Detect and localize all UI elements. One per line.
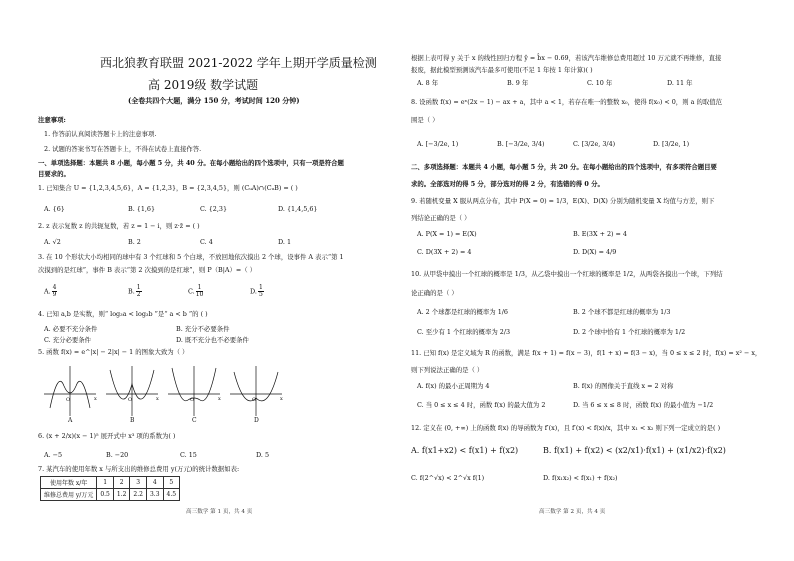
question-4: 4. 已知 a,b 是实数，则“ log₃a < log₃b ”是“ a < b ”的 ( ) [38,310,208,318]
svg-text:x: x [280,396,283,402]
q7-option-d: D. 11 年 [667,79,693,87]
table-cell: 使用年数 x/年 [41,477,97,489]
q10-option-d: D. 2 个球中恰有 1 个红球的概率为 1/2 [573,328,686,336]
notice-2: 2. 试题的答案书写在答题卡上，不得在试卷上直接作答. [44,145,202,153]
question-3-cont: 次摸到的是红球”，事件 B 表示“第 2 次摸到的是红球”，则 P（B|A）=（ ） [38,266,257,274]
question-7: 7. 某汽车的使用年数 x 与所支出的维修总费用 y(万元)的统计数据如表: [38,465,240,473]
q11-option-a: A. f(x) 的最小正周期为 4 [417,382,490,390]
section-1-heading: 一、单项选择题：本题共 8 小题，每小题 5 分，共 40 分。在每小题给出的四个选项中，只有一项是符合题 [38,159,344,167]
q2-option-a: A. √2 [44,238,61,246]
q12-option-d: D. f(x₁x₂) < f(x₁) + f(x₂) [543,474,618,482]
q10-option-a: A. 2 个球都是红球的概率为 1/6 [417,308,508,316]
question-7-cont-2: 报废，据此模型预测该汽车最多可使用(不足 1 年按 1 年计算)( ) [411,66,593,74]
q4-option-b: B. 充分不必要条件 [176,325,230,333]
question-9: 9. 若随机变量 X 服从两点分布，其中 P(X = 0) = 1/3，E(X)、D(X) 分别为随机变量 X 均值与方差，则下 [411,197,715,205]
question-1: 1. 已知集合 U = {1,2,3,4,5,6}，A = {1,2,3}，B = {2,3,4,5}，则 (CᵤA)∩(CᵤB) = ( ) [38,184,298,192]
section-1-heading-cont: 目要求的。 [38,170,70,178]
q8-option-b: B. [−3/2e, 3/4) [497,140,545,148]
q2-option-c: C. 4 [200,238,213,246]
table-row [41,477,180,489]
table-cell: 4.5 [163,489,180,501]
q7-option-a: A. 8 年 [417,79,439,87]
q4-option-d: D. 既不充分也不必要条件 [176,336,249,344]
q9-option-d: D. D(X) = 4/9 [573,248,617,256]
q6-option-a: A. −5 [44,451,63,459]
svg-text:O: O [128,397,133,403]
q8-option-a: A. [−3/2e, 1) [417,140,459,148]
table-cell: 3 [130,477,147,489]
q4-option-c: C. 充分必要条件 [44,336,92,344]
table-cell: 1.2 [113,489,130,501]
section-2-heading-cont: 求的。全部选对的得 5 分，部分选对的得 2 分，有选错的得 0 分。 [411,180,604,188]
q6-option-c: C. 15 [180,451,197,459]
q7-option-c: C. 10 年 [587,79,613,87]
right-page [397,0,794,561]
notice-title: 注意事项: [38,116,66,124]
question-8-cont: 围是（ ） [411,116,439,124]
q11-option-d: D. 当 6 ≤ x ≤ 8 时，函数 f(x) 的最小值为 −1/2 [573,401,714,409]
section-2-heading: 二、多项选择题：本题共 4 小题，每小题 5 分，共 20 分。在每小题给出的四个选项中，有多项符合题目要 [411,163,717,171]
q3-option-b: B. $\frac{1}{2}$ [128,284,141,298]
data-table [40,476,180,501]
graph-label-d: D [254,417,259,424]
svg-text:x: x [94,396,97,402]
q8-option-d: D. [3/2e, 1) [653,140,690,148]
graph-label-c: C [192,417,197,424]
table-cell: 5 [163,477,180,489]
q9-option-a: A. P(X = 1) = E(X) [417,230,477,238]
table-cell: 1 [97,477,114,489]
q1-option-c: C. {2,3} [200,205,228,213]
q11-option-c: C. 当 0 ≤ x ≤ 4 时，函数 f(x) 的最大值为 2 [417,401,546,409]
q10-option-b: B. 2 个球不都是红球的概率为 1/3 [573,308,671,316]
question-10-cont: 论正确的是（ ） [411,289,458,297]
q11-option-b: B. f(x) 的图像关于直线 x = 2 对称 [573,382,674,390]
question-7-cont: 根据上表可得 y 关于 x 的线性回归方程 ŷ = b̂x − 0.69，若该汽车维修总费用超过 10 万元就不再维修，直接 [411,54,722,62]
notice-1: 1. 作答前认真阅读答题卡上的注意事项. [44,130,157,138]
q2-option-d: D. 1 [278,238,292,246]
question-8: 8. 设函数 f(x) = eˣ(2x − 1) − ax + a，其中 a < 1，若存在唯一的整数 x₀，使得 f(x₀) < 0，则 a 的取值范 [411,98,723,106]
table-cell: 3.3 [146,489,163,501]
exam-info: (全卷共四个大题，满分 150 分，考试时间 120 分钟) [128,96,300,105]
exam-title: 西北狼教育联盟 2021-2022 学年上期开学质量检测 [100,56,377,70]
q1-option-b: B. {1,6} [128,205,156,213]
q3-option-a: A. $\frac{4}{9}$ [44,284,57,298]
table-cell: 4 [146,477,163,489]
q2-option-b: B. 2 [128,238,141,246]
q12-option-b: B. f(x1) + f(x2) < (x2/x1)·f(x1) + (x1/x2)·f(x2) [543,446,726,455]
q6-option-d: D. 5 [256,451,270,459]
graph-label-a: A [68,417,73,424]
graph-label-b: B [130,417,135,424]
svg-text:x: x [218,396,221,402]
table-cell: 2.2 [130,489,147,501]
q12-option-c: C. f(2^√x) < 2^√x f(1) [411,474,485,482]
q1-option-d: D. {1,4,5,6} [278,205,318,213]
q7-option-b: B. 9 年 [507,79,529,87]
q9-option-c: C. D(3X + 2) = 4 [417,248,472,256]
q10-option-c: C. 至少有 1 个红球的概率为 2/3 [417,328,511,336]
q3-option-d: D. $\frac{1}{5}$ [250,284,263,298]
q12-option-a: A. f(x1+x2) < f(x1) + f(x2) [411,446,519,455]
q4-option-a: A. 必要不充分条件 [44,325,98,333]
table-cell: 维修总费用 y/万元 [41,489,97,501]
question-10: 10. 从甲袋中摸出一个红球的概率是 1/3，从乙袋中摸出一个红球的概率是 1/2，从两袋各摸出一个球，下列结 [411,270,723,278]
page-footer-left: 高三数学 第 1 页，共 4 页 [186,509,253,515]
q8-option-c: C. [3/2e, 3/4) [573,140,616,148]
svg-text:O: O [252,397,257,403]
q5-graphs [40,360,290,422]
question-11: 11. 已知 f(x) 是定义域为 R 的函数，满足 f(x + 1) = f(x − 3)，f(1 + x) = f(3 − x)，当 0 ≤ x ≤ 2 时，f(x) = x² − x， [411,349,762,357]
question-3: 3. 在 10 个形状大小均相同的球中有 3 个红球和 5 个白球，不放回地依次摸出 2 个球，设事件 A 表示“第 1 [38,253,344,261]
exam-subtitle: 高 2019级 数学试题 [148,78,259,92]
table-cell: 0.5 [97,489,114,501]
page-footer-right: 高三数学 第 2 页，共 4 页 [539,509,606,515]
table-cell: 2 [113,477,130,489]
question-2: 2. z 表示复数 z 的共轭复数，若 z = 1 − i，则 z·z̄ = ( ) [38,222,200,230]
table-row [41,489,180,501]
q6-option-b: B. −20 [106,451,129,459]
svg-text:O: O [190,397,195,403]
q9-option-b: B. E(3X + 2) = 4 [573,230,627,238]
svg-text:O: O [66,397,71,403]
q3-option-c: C. $\frac{1}{10}$ [188,284,204,298]
question-12: 12. 定义在 (0, +∞) 上的函数 f(x) 的导函数为 f′(x)，且 f′(x) < f(x)/x，其中 x₁ < x₂ 则下列一定成立的是( ) [411,424,721,432]
question-9-cont: 列结论正确的是（ ） [411,214,471,222]
svg-text:x: x [156,396,159,402]
q1-option-a: A. {6} [44,205,65,213]
question-11-cont: 则下列说法正确的是（ ） [411,366,484,374]
question-5: 5. 函数 f(x) = e^|x| − 2|x| − 1 的图象大致为（ ） [38,348,189,356]
question-6: 6. (x + 2/x)(x − 1)⁵ 展开式中 x³ 项的系数为( ) [38,432,176,440]
